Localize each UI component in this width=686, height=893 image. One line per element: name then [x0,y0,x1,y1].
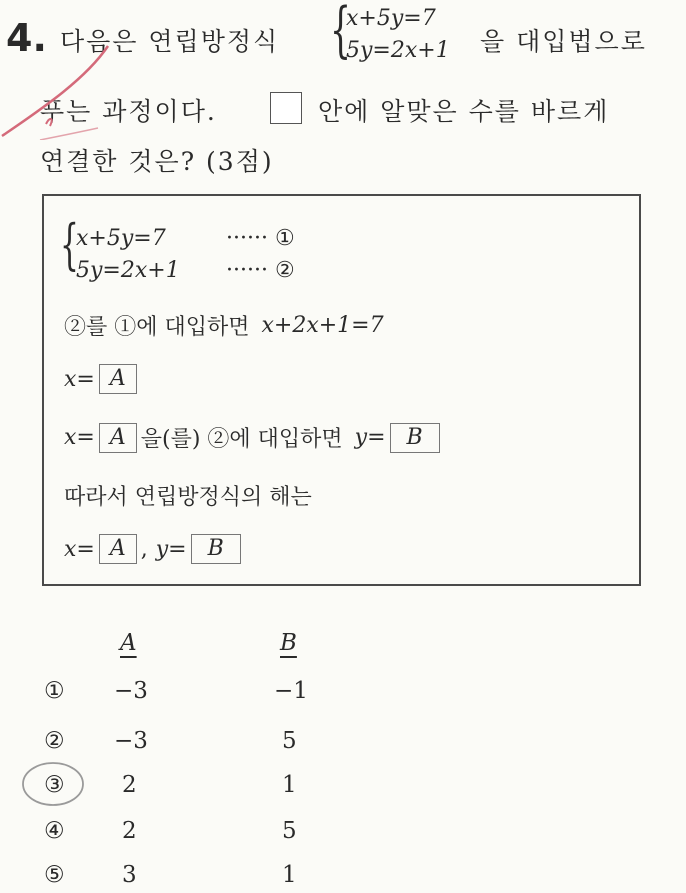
box-step2-lhs: x= [64,366,95,392]
question-text-line2-post: 안에 알맞은 수를 바르게 [318,97,610,126]
option-5-b: 1 [282,862,297,888]
box-step5 [64,534,245,564]
box-eq2: 5y=2x+1 [76,258,180,283]
box-step3-text: 을(를) ②에 대입하면 [140,427,343,452]
box-step3-rhs: y= [354,425,386,450]
question-number: 4. [6,16,47,60]
question-text-line3: 연결한 것은? (3점) [40,147,274,176]
box-step1-math: x+2x+1=7 [261,313,384,338]
option-4[interactable] [44,818,65,844]
option-number: ① [44,678,65,704]
system-brace: { [330,0,352,65]
system-eq1: x+5y=7 [346,6,436,31]
option-number: ⑤ [44,862,65,888]
box-step3 [64,422,444,453]
option-number: ② [44,728,65,754]
box-step2 [64,364,141,394]
box-step5-sep: , [140,536,148,562]
solution-box [42,194,641,586]
question-text-line2-pre: 푸는 과정이다. [40,97,217,126]
box-step5-y: y= [155,536,187,562]
option-number: ④ [44,818,65,844]
slot-b: B [390,423,440,453]
slot-a: A [99,534,137,564]
box-eq1-line [76,226,295,251]
answer-circle-mark-icon [18,758,88,810]
option-2[interactable] [44,728,65,754]
option-3-b: 1 [282,772,297,798]
options-header-a: A [120,630,137,656]
option-2-b: 5 [282,728,297,754]
box-eq1: x+5y=7 [76,226,166,251]
option-3-a: 2 [122,772,137,798]
question-text-prefix: 다음은 연립방정식 [60,27,280,56]
option-number: ③ [44,772,65,798]
slot-a: A [99,423,137,453]
option-2-a: −3 [114,728,148,754]
question-text-suffix: 을 대입법으로 [480,27,647,56]
option-4-a: 2 [122,818,137,844]
options-header-b: B [280,630,297,656]
box-step1 [64,310,384,341]
option-1-b: −1 [274,678,308,704]
system-eq2: 5y=2x+1 [346,38,450,63]
option-5[interactable] [44,862,65,888]
box-system-brace: { [60,213,79,276]
box-eq1-mark: ······ ① [226,226,295,251]
box-eq2-line [76,258,295,283]
option-5-a: 3 [122,862,137,888]
box-step1-text: ②를 ①에 대입하면 [64,315,250,340]
slot-a: A [99,364,137,394]
box-step3-lhs: x= [64,425,95,450]
box-step4: 따라서 연립방정식의 해는 [64,485,312,510]
pen-mark-icon [0,40,120,140]
box-eq2-mark: ······ ② [226,258,295,283]
option-4-b: 5 [282,818,297,844]
option-1-a: −3 [114,678,148,704]
box-step5-x: x= [64,536,95,562]
blank-square-icon [270,92,302,124]
option-1[interactable] [44,678,65,704]
slot-b: B [191,534,241,564]
